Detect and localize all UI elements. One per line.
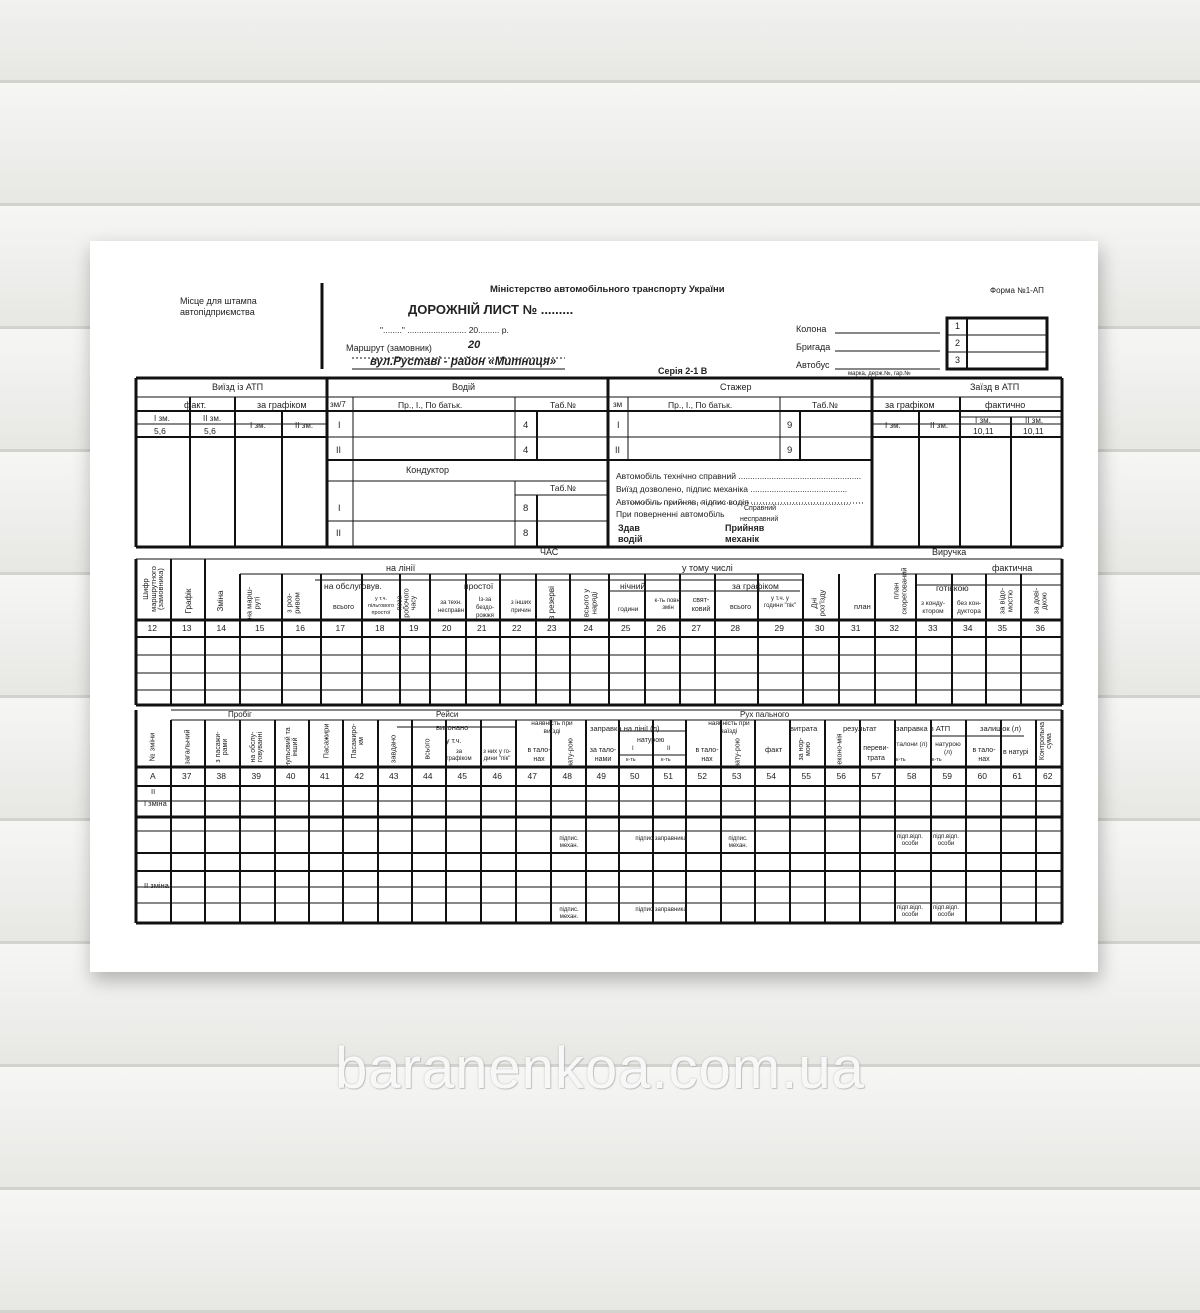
bryhada-label: Бригада <box>796 342 831 352</box>
route-number: 20 <box>468 339 481 351</box>
na-linii-header: на лінії <box>386 563 416 573</box>
bottom-column-number: 62 <box>1043 771 1053 781</box>
ministry-title: Міністерство автомобільного транспорту України <box>490 284 725 295</box>
col-na-obsl: на обслу-говуванні <box>250 731 264 763</box>
konduktor-tab-2: 8 <box>523 528 529 539</box>
mid-column-number: 24 <box>583 623 593 633</box>
hodyny: години <box>618 606 639 613</box>
pidpys-mekhan-1: підпис. механ. <box>559 836 579 849</box>
mid-column-number: 20 <box>442 623 452 633</box>
naturoiu-linii: натурою <box>637 737 665 744</box>
v-talonakh-60: в тало-нах <box>972 747 996 763</box>
vodii-lower-label: водій <box>618 534 643 544</box>
k-t-51: к-ть <box>661 757 671 763</box>
k-t-povn: к-ть повн. змін <box>654 598 682 611</box>
perevytrata-57: переви-трата <box>863 745 889 762</box>
pidpys-zapravka-2: підпис заправника <box>635 907 687 913</box>
col-v-rezervi: в резерві <box>547 586 556 620</box>
bottom-column-number: 60 <box>977 771 987 781</box>
mid-column-number: 26 <box>656 623 666 633</box>
box-number-2: 2 <box>955 338 961 348</box>
probih-header: Пробіг <box>228 710 252 719</box>
rezultat-header: результат <box>843 724 877 733</box>
vsoho-17: всього <box>333 604 354 611</box>
iz-za-bezd: Із-за бездо-рожжя <box>475 597 495 619</box>
bottom-column-number: 43 <box>389 771 399 781</box>
bottom-column-number: 59 <box>942 771 952 781</box>
konduktor-tab-1: 8 <box>523 503 529 514</box>
avtobus-note: марка, держ.№, гар.№ <box>848 371 911 377</box>
mid-column-number: 16 <box>295 623 305 633</box>
spravnyi-label: Справний <box>744 505 777 512</box>
ii-zmina-label: ІІ зміна <box>144 881 169 890</box>
konduktor-header: Кондуктор <box>406 465 450 475</box>
bez-kon: без кон-дуктора <box>956 600 982 615</box>
za-talonamy-49: за тало-нами <box>589 747 617 763</box>
box-number-1: 1 <box>955 321 961 331</box>
u-t-ch-header: у т.ч. <box>446 738 462 745</box>
zm7-header: зм/7 <box>330 400 346 409</box>
vodii-tab-1: 4 <box>523 420 529 431</box>
mid-column-number: 35 <box>997 623 1007 633</box>
bottom-column-number: 53 <box>732 771 742 781</box>
col-na-marsh: на марш-руті <box>244 586 261 620</box>
mid-column-number: 25 <box>621 623 631 633</box>
bottom-column-number: 51 <box>663 771 673 781</box>
mid-column-number: 34 <box>963 623 973 633</box>
mid-column-number: 12 <box>147 623 157 633</box>
z-nykh-pik: з них у го-дини "пік" <box>483 749 511 762</box>
bottom-column-number: 45 <box>457 771 467 781</box>
ekonomiia-56: еконо-мія <box>836 733 844 765</box>
stamp-place-label-2: автопідприємства <box>180 307 255 317</box>
series-label: Серія 2-1 В <box>658 366 708 376</box>
zaizd-fakt-i-value: 10,11 <box>973 426 994 436</box>
stamp-place-label: Місце для штампа <box>180 296 257 306</box>
col-poza-robochoho: поза робочого часу <box>396 588 418 618</box>
bottom-column-number: 46 <box>492 771 502 781</box>
stazher-tab-header: Таб.№ <box>812 400 838 410</box>
mid-column-number: 17 <box>335 623 345 633</box>
bottom-column-number: 58 <box>907 771 917 781</box>
pidp-vidp-3: підп.відп. особи <box>897 905 923 918</box>
col-z-pas: з пасажи-рами <box>215 731 229 763</box>
vodii-tab-header: Таб.№ <box>550 400 576 410</box>
bottom-column-number: 42 <box>354 771 364 781</box>
bottom-column-number: 48 <box>562 771 572 781</box>
faktychna-header: фактична <box>992 563 1033 573</box>
vyizd-fakt-ii-value: 5,6 <box>204 426 216 436</box>
chas-header: ЧАС <box>540 547 559 557</box>
col-nom-zminy: № зміни <box>147 732 157 762</box>
col-zmina: Зміна <box>216 590 225 612</box>
col-pasazhyry: Пасажири <box>321 723 331 759</box>
k-t-58: к-ть <box>896 757 906 763</box>
pidp-vidp-4: підп.відп. особи <box>933 905 959 918</box>
zalyshok-header: залишок (л) <box>980 724 1022 733</box>
nichnyi-header: нічний <box>620 581 646 591</box>
col-dovidky: за дові-дкою <box>1031 587 1048 615</box>
bottom-column-number: 57 <box>871 771 881 781</box>
avtobus-label: Автобус <box>796 360 830 370</box>
bottom-column-number: 37 <box>182 771 192 781</box>
pry-povern-line: При поверненні автомобіль <box>616 509 725 519</box>
mid-column-number: 19 <box>409 623 419 633</box>
talony-58: талони (л) <box>896 741 928 748</box>
col-vidomosti: за відо-мостю <box>997 587 1014 615</box>
prostoi-header: простої <box>464 581 494 591</box>
bottom-column-number: 41 <box>320 771 330 781</box>
pidpys-mekhan-3: підпис. механ. <box>559 907 579 920</box>
col-vsoho-u-nariadi: всього у наряді <box>581 588 598 618</box>
zaizd-i-zm-graf: І зм. <box>885 421 901 430</box>
watermark: baranenkoa.com.ua <box>335 1036 865 1101</box>
ii-zm-graf: ІІ зм. <box>295 421 314 430</box>
zapravka-atp-header: заправка в АТП <box>896 724 951 733</box>
vykonano-header: виконано <box>436 723 469 732</box>
pryiniav-label: Прийняв <box>725 523 765 533</box>
natura-53: нату-рою <box>734 738 742 768</box>
vyizd-header: Виїзд із АТП <box>212 382 264 392</box>
nespravnyi-label: несправний <box>740 516 779 523</box>
pidpys-zapravka-1: підпис заправника <box>635 836 687 842</box>
stazher-zm-header: зм <box>613 400 623 409</box>
document-title: ДОРОЖНІЙ ЛИСТ № ......... <box>408 302 574 317</box>
bottom-column-number: 49 <box>596 771 606 781</box>
vsoho-28: всього <box>730 604 751 611</box>
stazher-pib-header: Пр., І., По батьк. <box>668 400 733 410</box>
vodii-row-ii: ІІ <box>336 445 342 455</box>
v-talonakh-52: в тало-нах <box>695 747 719 763</box>
mid-column-number: 33 <box>928 623 938 633</box>
vsoho-44: всього <box>424 738 432 760</box>
row-a-label: А <box>150 771 156 781</box>
mid-column-number: 36 <box>1035 623 1045 633</box>
konduktor-row-ii: ІІ <box>336 528 342 538</box>
col-plan-skor: план скорегований <box>891 567 908 615</box>
vyizd-dozvoleno-line: Виїзд дозволено, підпис механіка ......................................... <box>616 484 848 494</box>
vodii-header: Водій <box>452 382 476 392</box>
tech-ok-line: Автомобіль технічно справний .................................................... <box>616 471 862 481</box>
v-talonakh-47: в тало-нах <box>527 747 551 763</box>
vytrata-header: витрата <box>790 724 818 733</box>
mekhanik-label: механік <box>725 534 759 544</box>
vyruchka-header: Виручка <box>932 547 967 557</box>
col-plan: план <box>854 602 871 611</box>
col-shyfr: Шифр маршрутного (замовника) <box>140 566 165 612</box>
ii-zm-fakt: ІІ зм. <box>203 414 222 423</box>
bottom-column-number: 50 <box>630 771 640 781</box>
z-inshykh: з інших причин <box>510 600 532 614</box>
stazher-row-ii: ІІ <box>615 445 621 455</box>
stazher-header: Стажер <box>720 382 752 392</box>
bottom-column-number: 54 <box>766 771 776 781</box>
z-kondukt: з конду-ктором <box>920 600 946 615</box>
stazher-row-i: І <box>617 420 620 430</box>
zaizd-faktychno: фактично <box>985 400 1026 410</box>
zdav-label: Здав <box>618 523 640 533</box>
stazher-tab-2: 9 <box>787 445 793 456</box>
pryiniav-line: Автомобіль прийняв, підпис водія .......................................... <box>616 497 851 507</box>
col-z-rozryvom: з роз-ривом <box>284 592 301 614</box>
col-hrafik: Графік <box>184 588 193 614</box>
mid-column-number: 22 <box>512 623 522 633</box>
zaizd-ii-zm-graf: ІІ зм. <box>930 421 949 430</box>
form-number: Форма №1-АП <box>990 286 1044 295</box>
zapravka-linii: заправка на лінії (л) <box>590 724 660 733</box>
route-label: Маршрут (замовник) <box>346 343 432 353</box>
mid-column-number: 32 <box>889 623 899 633</box>
zaizd-i-zm-fakt: І зм. <box>975 416 991 425</box>
stazher-tab-1: 9 <box>787 420 793 431</box>
bottom-column-number: 39 <box>251 771 261 781</box>
bottom-column-number: 56 <box>836 771 846 781</box>
col-pas-km: Пасажиро-км <box>351 723 365 759</box>
za-normoiu-55: за нор-мою <box>798 737 812 761</box>
konduktor-row-i: І <box>338 503 341 513</box>
nayavnist-zaizdi: наявність при заїзді <box>708 720 750 735</box>
pidp-vidp-1: підп.відп. особи <box>897 834 923 847</box>
bottom-column-number: 61 <box>1012 771 1022 781</box>
na-obsluh-header: на обслуговув. <box>324 581 382 591</box>
mid-column-number: 14 <box>216 623 226 633</box>
i-zmina-label: І зміна <box>144 799 167 808</box>
za-hrafikom-45: за графіком <box>446 749 472 762</box>
col-zavdano: завдано <box>388 734 398 764</box>
bottom-column-number: 40 <box>286 771 296 781</box>
za-hrafikom-header: за графіком <box>257 400 307 410</box>
mid-column-number: 30 <box>815 623 825 633</box>
mid-column-number: 13 <box>182 623 192 633</box>
vodii-pib-header: Пр., І., По батьк. <box>398 400 463 410</box>
v-natury-61: в натурі <box>1003 749 1029 756</box>
vodii-row-i: І <box>338 420 341 430</box>
col-kontrol: Контрольна сума <box>1039 721 1053 761</box>
i-zmina-label-1: ІІ <box>151 787 156 796</box>
fakt-header: факт. <box>184 400 207 410</box>
i-50: І <box>632 746 634 752</box>
kolona-label: Колона <box>796 324 827 334</box>
bottom-column-number: 38 <box>216 771 226 781</box>
pidpys-mekhan-2: підпис. механ. <box>728 836 748 849</box>
i-zm-graf: І зм. <box>250 421 266 430</box>
k-t-59: к-ть <box>932 757 942 763</box>
zaizd-header: Заїзд в АТП <box>970 382 1020 392</box>
za-tekhn: за техн. несправн <box>437 600 465 614</box>
u-tomu-chysli-header: у тому числі <box>682 563 733 573</box>
ii-51: ІІ <box>667 746 671 752</box>
zaizd-fakt-ii-value: 10,11 <box>1023 426 1044 436</box>
bottom-column-number: 55 <box>801 771 811 781</box>
bottom-column-number: 44 <box>423 771 433 781</box>
mid-column-number: 18 <box>375 623 385 633</box>
konduktor-tab-header: Таб.№ <box>550 483 576 493</box>
route-name: вул.Руставі - район «Митниця» <box>370 356 557 368</box>
sviat: свят-ковий <box>691 597 711 613</box>
u-t-ch-pilh: у т.ч. пільгового простої <box>367 596 395 616</box>
col-dni: Дні роз'їзду <box>809 589 826 617</box>
mid-column-number: 31 <box>851 623 861 633</box>
mid-column-number: 15 <box>255 623 265 633</box>
box-number-3: 3 <box>955 355 961 365</box>
bottom-column-number: 52 <box>697 771 707 781</box>
rukh-palnoho-header: Рух пального <box>740 710 790 719</box>
waybill-form <box>90 241 1098 972</box>
reisy-header: Рейси <box>436 710 459 719</box>
pidp-vidp-2: підп.відп. особи <box>933 834 959 847</box>
mid-column-number: 29 <box>774 623 784 633</box>
mid-column-number: 27 <box>691 623 701 633</box>
hotivkoiu-header: готівкою <box>936 583 969 593</box>
u-t-ch-pik: у т.ч. у години "пік" <box>764 596 796 609</box>
i-zm-fakt: І зм. <box>154 414 170 423</box>
bottom-column-number: 47 <box>527 771 537 781</box>
k-t-50: к-ть <box>626 757 636 763</box>
fakt-54: факт <box>765 745 783 754</box>
date-line: "........" ......................... 20......... р. <box>380 325 509 335</box>
mid-column-number: 21 <box>477 623 487 633</box>
mid-column-number: 23 <box>547 623 557 633</box>
naturoiu-59: натурою (л) <box>935 741 961 756</box>
zaizd-za-hrafikom: за графіком <box>885 400 935 410</box>
zaizd-ii-zm-fakt: ІІ зм. <box>1025 416 1044 425</box>
vyizd-fakt-i-value: 5,6 <box>154 426 166 436</box>
mid-column-number: 28 <box>730 623 740 633</box>
vodii-tab-2: 4 <box>523 445 529 456</box>
za-hrafikom-mid-header: за графіком <box>732 581 779 591</box>
col-nulovyi: нульовий та інший <box>285 727 299 767</box>
col-zahalnyi: загальний <box>182 729 192 765</box>
nayavnist-vyizdi: наявність при виїзді <box>531 720 573 735</box>
natura-48: нату-рою <box>567 738 575 768</box>
